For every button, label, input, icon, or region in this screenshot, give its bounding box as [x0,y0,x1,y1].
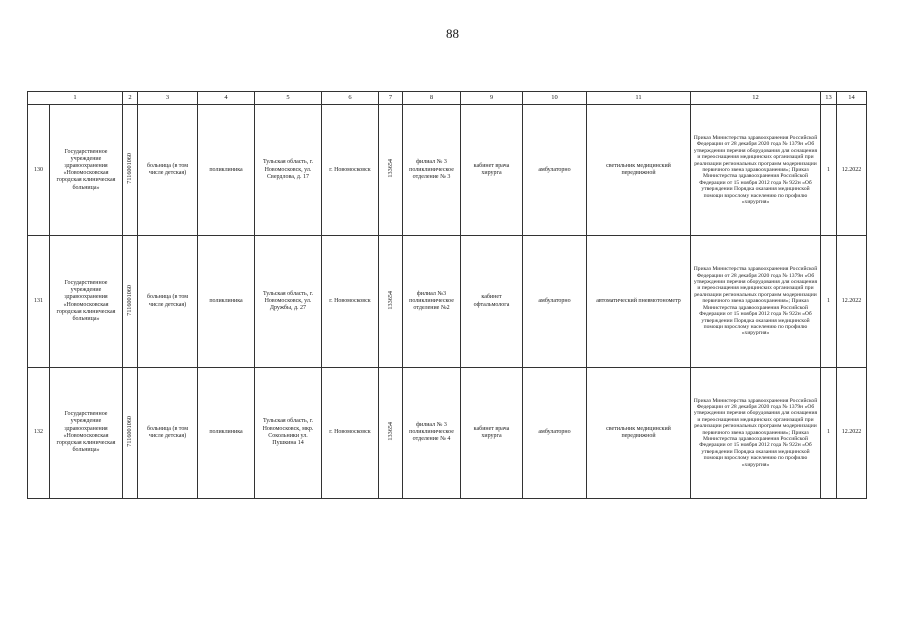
header-cell: 5 [255,92,322,105]
header-cell: 6 [322,92,379,105]
subdivision-type: поликлиника [198,367,255,498]
organization-name: Государственное учреждение здравоохранения «Новомосковская городская клиническая больница» [50,105,123,236]
table-header-row [28,92,867,105]
subdivision-type: поликлиника [198,236,255,367]
inn-cell [123,236,138,367]
inn-value: 7116001060 [126,415,134,447]
subdivision-type: поликлиника [198,105,255,236]
organization-type: больница (в том числе детская) [138,236,198,367]
quantity: 1 [821,236,837,367]
care-condition: амбулаторно [523,105,587,236]
code-cell [379,105,403,236]
inn-cell [123,367,138,498]
header-cell: 13 [821,92,837,105]
table-row [28,367,867,498]
equipment-table [27,91,867,499]
row-number: 130 [28,105,50,236]
deadline: 12.2022 [837,105,867,236]
branch: филиал № 3 поликлиническое отделение № 3 [403,105,461,236]
address: Тульская область, г. Новомосковск, мкр. Сокольники ул. Пушкина 14 [255,367,322,498]
legal-basis: Приказ Министерства здравоохранения Российской Федерации от 28 декабря 2020 года № 1379н «Об утверждении перечня оборудования для оснащения и переоснащения медицинских организаций при реализации региональных программ модернизации первичного звена здравоохранения»; Приказ Министерства здравоохранения Российской Федерации от 15 ноября 2012 года № 922н «Об утверждении Порядка оказания медицинской помощи взрослому населению по профилю «хирургия» [691,236,821,367]
equipment-name: светильник медицинский передвижной [587,105,691,236]
header-cell: 7 [379,92,403,105]
code-value: 133654 [386,290,394,310]
header-cell: 4 [198,92,255,105]
header-cell: 2 [123,92,138,105]
code-cell [379,367,403,498]
equipment-name: автоматический пневмотонометр [587,236,691,367]
row-number: 132 [28,367,50,498]
header-cell: 9 [461,92,523,105]
care-condition: амбулаторно [523,367,587,498]
room: кабинет врача хирурга [461,105,523,236]
header-cell: 11 [587,92,691,105]
page-number: 88 [446,26,459,41]
table-row [28,105,867,236]
room: кабинет офтальмолога [461,236,523,367]
header-cell: 3 [138,92,198,105]
inn-cell [123,105,138,236]
equipment-name: светильник медицинский передвижной [587,367,691,498]
code-value: 133654 [386,421,394,441]
branch: филиал №3 поликлиническое отделение №2 [403,236,461,367]
organization-name: Государственное учреждение здравоохранения «Новомосковская городская клиническая больница» [50,367,123,498]
inn-value: 7116001060 [126,284,134,316]
organization-type: больница (в том числе детская) [138,105,198,236]
care-condition: амбулаторно [523,236,587,367]
city: г. Новомосковск [322,367,379,498]
code-cell [379,236,403,367]
address: Тульская область, г. Новомосковск, ул. Дружбы, д. 27 [255,236,322,367]
quantity: 1 [821,367,837,498]
deadline: 12.2022 [837,367,867,498]
room: кабинет врача хирурга [461,367,523,498]
code-value: 133654 [386,159,394,178]
quantity: 1 [821,105,837,236]
inn-value: 7116001060 [126,153,134,184]
legal-basis: Приказ Министерства здравоохранения Российской Федерации от 28 декабря 2020 года № 1379н «Об утверждении перечня оборудования для оснащения и переоснащения медицинских организаций при реализации региональных программ модернизации первичного звена здравоохранения»; Приказ Министерства здравоохранения Российской Федерации от 15 ноября 2012 года № 922н «Об утверждении Порядка оказания медицинской помощи взрослому населению по профилю «хирургия» [691,105,821,236]
header-cell: 10 [523,92,587,105]
city: г. Новомосковск [322,236,379,367]
address: Тульская область, г. Новомосковск, ул. Свердлова, д. 17 [255,105,322,236]
deadline: 12.2022 [837,236,867,367]
header-cell: 12 [691,92,821,105]
row-number: 131 [28,236,50,367]
header-cell: 1 [28,92,123,105]
organization-type: больница (в том числе детская) [138,367,198,498]
city: г. Новомосковск [322,105,379,236]
organization-name: Государственное учреждение здравоохранения «Новомосковская городская клиническая больница» [50,236,123,367]
table-row [28,236,867,367]
branch: филиал № 3 поликлиническое отделение № 4 [403,367,461,498]
header-cell: 8 [403,92,461,105]
header-cell: 14 [837,92,867,105]
legal-basis: Приказ Министерства здравоохранения Российской Федерации от 28 декабря 2020 года № 1379н «Об утверждении перечня оборудования для оснащения и переоснащения медицинских организаций при реализации региональных программ модернизации первичного звена здравоохранения»; Приказ Министерства здравоохранения Российской Федерации от 15 ноября 2012 года № 922н «Об утверждении Порядка оказания медицинской помощи взрослому населению по профилю «хирургия» [691,367,821,498]
